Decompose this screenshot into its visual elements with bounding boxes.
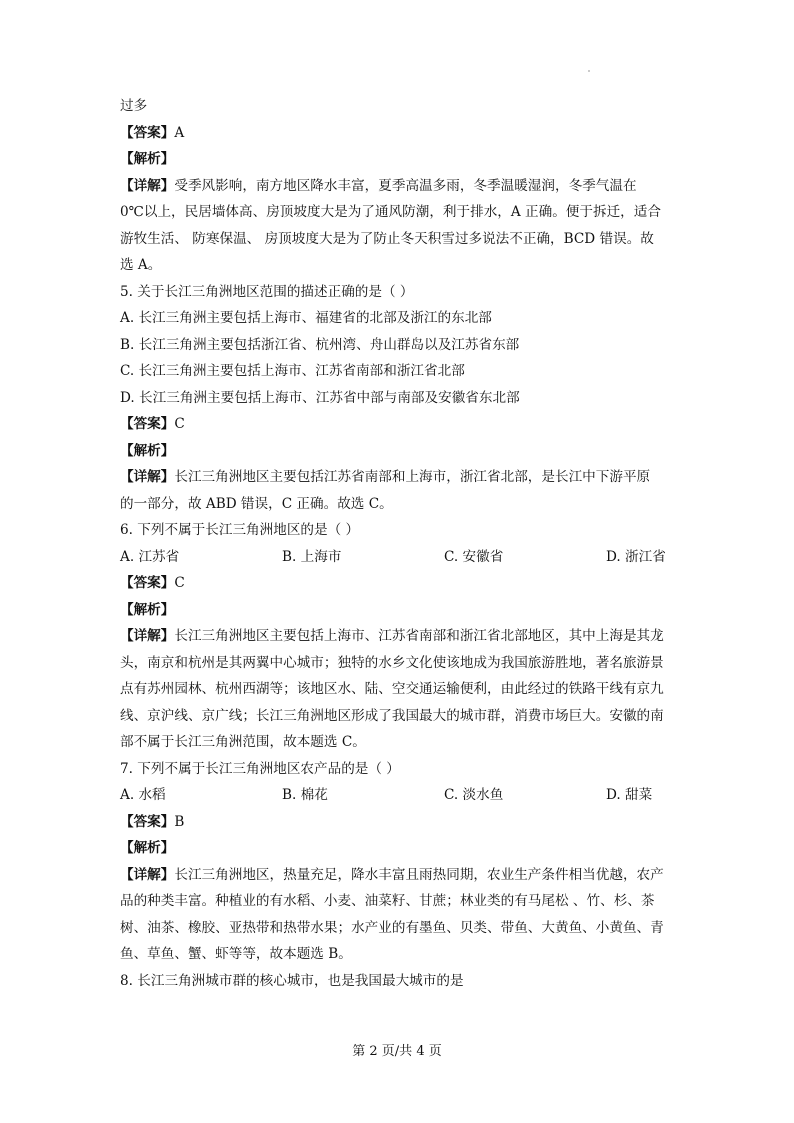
section-label: 【答案】 (120, 124, 175, 141)
scan-dot (588, 70, 590, 72)
text-line (120, 332, 680, 359)
text-line (120, 464, 680, 491)
section-label: 【答案】 (120, 813, 175, 830)
text-line (120, 756, 680, 783)
text-line (120, 650, 680, 677)
option: A. 江苏省 (120, 548, 180, 565)
option: B. 棉花 (282, 787, 328, 803)
text-line (120, 862, 680, 889)
section-label: 【解析】 (120, 442, 175, 459)
text-line (120, 305, 680, 332)
text-line (120, 915, 680, 942)
section-label: 【解析】 (120, 601, 175, 618)
line-text: 长江三角洲地区主要包括江苏省南部和上海市，浙江省北部，是长江中下游平原 (174, 469, 651, 485)
line-text: B (174, 813, 185, 830)
line-text: 选 A。 (120, 257, 162, 273)
question-7-options (120, 782, 680, 809)
text-line (120, 226, 680, 253)
text-line (120, 173, 680, 200)
text-line (120, 597, 680, 624)
option: D. 浙江省 (606, 548, 666, 565)
text-line (120, 385, 680, 412)
text-line (120, 729, 680, 756)
text-line (120, 120, 680, 147)
text-block-top (120, 93, 680, 544)
line-text: 8. 长江三角洲城市群的核心城市，也是我国最大城市的是 (120, 972, 464, 989)
page-footer: 第 2 页/共 4 页 (352, 1044, 442, 1059)
question-6-options (120, 544, 680, 571)
line-text: 线、京沪线、京广线；长江三角洲地区形成了我国最大的城市群，消费市场巨大。安徽的南 (120, 707, 664, 724)
text-line (120, 199, 680, 226)
option: B. 上海市 (282, 548, 342, 565)
section-label: 【答案】 (120, 575, 175, 591)
text-line (120, 676, 680, 703)
line-text: 长江三角洲地区，热量充足，降水丰富且雨热同期，农业生产条件相当优越，农产 (174, 866, 664, 883)
line-text: 的一部分，故 ABD 错误，C 正确。故选 C。 (120, 495, 393, 512)
line-text: 品的种类丰富。种植业的有水稻、小麦、油菜籽、甘蔗；林业类的有马尾松 、竹、杉、茶 (120, 893, 655, 909)
text-line (120, 968, 680, 995)
text-line (120, 623, 680, 650)
document-content (120, 93, 680, 994)
text-line (120, 703, 680, 730)
line-text: 6. 下列不属于长江三角洲地区的是（ ） (120, 522, 360, 538)
text-block-mid (120, 570, 680, 782)
text-line (120, 279, 680, 306)
line-text: B. 长江三角洲主要包括浙江省、杭州湾、舟山群岛以及江苏省东部 (120, 336, 520, 353)
text-line (120, 888, 680, 915)
text-line (120, 570, 680, 597)
line-text: 0℃以上，民居墙体高、房顶坡度大是为了通风防潮，利于排水，A 正确。便于拆迁，适合 (120, 204, 661, 220)
section-label: 【详解】 (120, 866, 175, 883)
line-text: 点有苏州园林、杭州西湖等；该地区水、陆、空交通运输便利，由此经过的铁路干线有京九 (120, 681, 664, 697)
text-line (120, 146, 680, 173)
text-line (120, 358, 680, 385)
line-text: C. 长江三角洲主要包括上海市、江苏省南部和浙江省北部 (120, 363, 465, 379)
line-text: 过多 (120, 98, 148, 114)
section-label: 【详解】 (120, 628, 175, 644)
line-text: 5. 关于长江三角洲地区范围的描述正确的是（ ） (120, 283, 414, 300)
text-line (120, 252, 680, 279)
line-text: C (174, 416, 185, 432)
line-text: 受季风影响，南方地区降水丰富，夏季高温多雨，冬季温暖湿润，冬季气温在 (174, 177, 637, 194)
section-label: 【解析】 (120, 151, 175, 167)
text-line (120, 809, 680, 836)
option: A. 水稻 (120, 787, 166, 803)
section-label: 【答案】 (120, 416, 175, 432)
section-label: 【详解】 (120, 469, 175, 485)
line-text: D. 长江三角洲主要包括上海市、江苏省中部与南部及安徽省东北部 (120, 389, 520, 406)
line-text: 头，南京和杭州是其两翼中心城市；独特的水乡文化使该地成为我国旅游胜地，著名旅游景 (120, 654, 664, 671)
line-text: 树、油茶、橡胶、亚热带和热带水果；水产业的有墨鱼、贝类、带鱼、大黄鱼、小黄鱼、青 (120, 919, 664, 936)
option: C. 淡水鱼 (444, 787, 504, 803)
line-text: C (174, 575, 185, 591)
option: D. 甜菜 (606, 787, 653, 803)
text-block-bottom (120, 809, 680, 995)
text-line (120, 438, 680, 465)
line-text: 长江三角洲地区主要包括上海市、江苏省南部和浙江省北部地区，其中上海是其龙 (174, 628, 664, 644)
line-text: 部不属于长江三角洲范围，故本题选 C。 (120, 734, 366, 750)
line-text: 7. 下列不属于长江三角洲地区农产品的是（ ） (120, 760, 400, 777)
text-line (120, 93, 680, 120)
section-label: 【详解】 (120, 177, 175, 194)
line-text: 游牧生活、 防寒保温、 房顶坡度大是为了防止冬天积雪过多说法不正确，BCD 错误。故 (120, 230, 654, 247)
option: C. 安徽省 (444, 548, 504, 565)
line-text: 鱼、草鱼、蟹、虾等等，故本题选 B。 (120, 946, 352, 962)
text-line (120, 411, 680, 438)
text-line (120, 941, 680, 968)
text-line (120, 835, 680, 862)
text-line (120, 491, 680, 518)
section-label: 【解析】 (120, 840, 175, 856)
line-text: A (174, 124, 185, 141)
text-line (120, 517, 680, 544)
line-text: A. 长江三角洲主要包括上海市、福建省的北部及浙江的东北部 (120, 310, 492, 326)
